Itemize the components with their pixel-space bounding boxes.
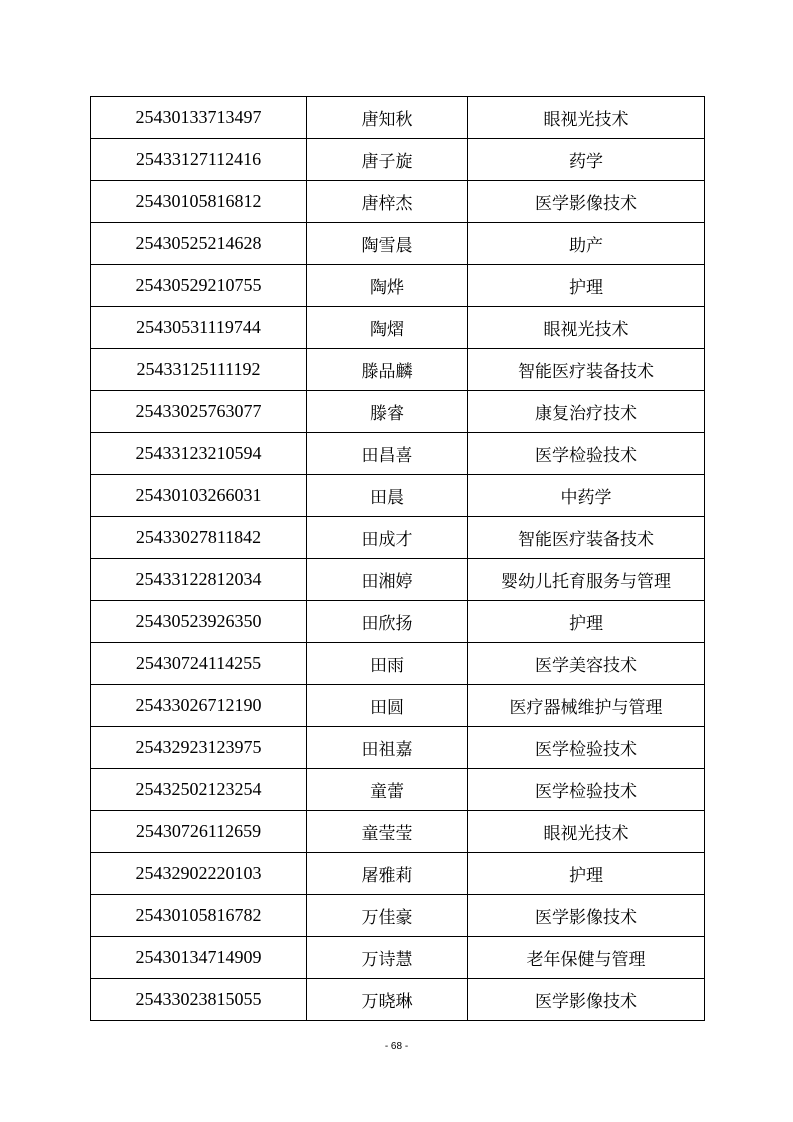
major-cell: 医学影像技术: [468, 979, 705, 1021]
page-number: - 68 -: [384, 1041, 409, 1052]
table-row: [91, 475, 705, 517]
student-id-cell: 25430523926350: [91, 601, 307, 643]
table-row: [91, 349, 705, 391]
student-name-cell: 陶熠: [307, 307, 468, 349]
student-id-cell: 25433122812034: [91, 559, 307, 601]
student-id-cell: 25430529210755: [91, 265, 307, 307]
student-name-cell: 滕品麟: [307, 349, 468, 391]
table-row: [91, 937, 705, 979]
student-id-cell: 25433123210594: [91, 433, 307, 475]
table-row: [91, 307, 705, 349]
student-id-cell: 25430525214628: [91, 223, 307, 265]
student-id-cell: 25433027811842: [91, 517, 307, 559]
major-cell: 医学检验技术: [468, 727, 705, 769]
student-name-cell: 童蕾: [307, 769, 468, 811]
student-id-cell: 25432502123254: [91, 769, 307, 811]
table-row: [91, 559, 705, 601]
student-name-cell: 唐子旋: [307, 139, 468, 181]
student-id-cell: 25433025763077: [91, 391, 307, 433]
student-id-cell: 25430134714909: [91, 937, 307, 979]
major-cell: 医学检验技术: [468, 769, 705, 811]
table-row: [91, 811, 705, 853]
roster-body: [91, 97, 705, 1021]
table-row: [91, 391, 705, 433]
student-name-cell: 田晨: [307, 475, 468, 517]
student-id-cell: 25430133713497: [91, 97, 307, 139]
student-id-cell: 25430531119744: [91, 307, 307, 349]
student-name-cell: 万佳豪: [307, 895, 468, 937]
student-id-cell: 25430724114255: [91, 643, 307, 685]
major-cell: 助产: [468, 223, 705, 265]
student-name-cell: 田湘婷: [307, 559, 468, 601]
major-cell: 老年保健与管理: [468, 937, 705, 979]
student-id-cell: 25433023815055: [91, 979, 307, 1021]
table-row: [91, 223, 705, 265]
student-id-cell: 25430105816782: [91, 895, 307, 937]
major-cell: 医学影像技术: [468, 181, 705, 223]
major-cell: 护理: [468, 265, 705, 307]
major-cell: 中药学: [468, 475, 705, 517]
student-name-cell: 田成才: [307, 517, 468, 559]
student-name-cell: 田祖嘉: [307, 727, 468, 769]
table-row: [91, 643, 705, 685]
major-cell: 医疗器械维护与管理: [468, 685, 705, 727]
table-row: [91, 139, 705, 181]
student-name-cell: 唐梓杰: [307, 181, 468, 223]
major-cell: 护理: [468, 601, 705, 643]
student-id-cell: 25432923123975: [91, 727, 307, 769]
major-cell: 智能医疗装备技术: [468, 517, 705, 559]
major-cell: 药学: [468, 139, 705, 181]
major-cell: 婴幼儿托育服务与管理: [468, 559, 705, 601]
major-cell: 护理: [468, 853, 705, 895]
major-cell: 康复治疗技术: [468, 391, 705, 433]
student-name-cell: 陶雪晨: [307, 223, 468, 265]
table-row: [91, 685, 705, 727]
major-cell: 眼视光技术: [468, 97, 705, 139]
table-row: [91, 433, 705, 475]
student-name-cell: 田昌喜: [307, 433, 468, 475]
table-row: [91, 601, 705, 643]
major-cell: 眼视光技术: [468, 811, 705, 853]
student-name-cell: 田圆: [307, 685, 468, 727]
student-name-cell: 田欣扬: [307, 601, 468, 643]
table-row: [91, 895, 705, 937]
student-roster-table: [90, 96, 705, 1021]
major-cell: 医学影像技术: [468, 895, 705, 937]
student-id-cell: 25433026712190: [91, 685, 307, 727]
table-row: [91, 181, 705, 223]
major-cell: 眼视光技术: [468, 307, 705, 349]
student-name-cell: 唐知秋: [307, 97, 468, 139]
student-name-cell: 屠雅莉: [307, 853, 468, 895]
student-name-cell: 万晓琳: [307, 979, 468, 1021]
table-row: [91, 853, 705, 895]
student-id-cell: 25430726112659: [91, 811, 307, 853]
student-id-cell: 25433127112416: [91, 139, 307, 181]
student-name-cell: 滕睿: [307, 391, 468, 433]
student-id-cell: 25432902220103: [91, 853, 307, 895]
student-name-cell: 陶烨: [307, 265, 468, 307]
major-cell: 医学检验技术: [468, 433, 705, 475]
student-name-cell: 万诗慧: [307, 937, 468, 979]
major-cell: 医学美容技术: [468, 643, 705, 685]
student-id-cell: 25433125111192: [91, 349, 307, 391]
table-row: [91, 97, 705, 139]
major-cell: 智能医疗装备技术: [468, 349, 705, 391]
student-id-cell: 25430105816812: [91, 181, 307, 223]
student-name-cell: 田雨: [307, 643, 468, 685]
table-row: [91, 517, 705, 559]
table-row: [91, 265, 705, 307]
student-id-cell: 25430103266031: [91, 475, 307, 517]
table-row: [91, 727, 705, 769]
table-row: [91, 979, 705, 1021]
student-name-cell: 童莹莹: [307, 811, 468, 853]
table-row: [91, 769, 705, 811]
